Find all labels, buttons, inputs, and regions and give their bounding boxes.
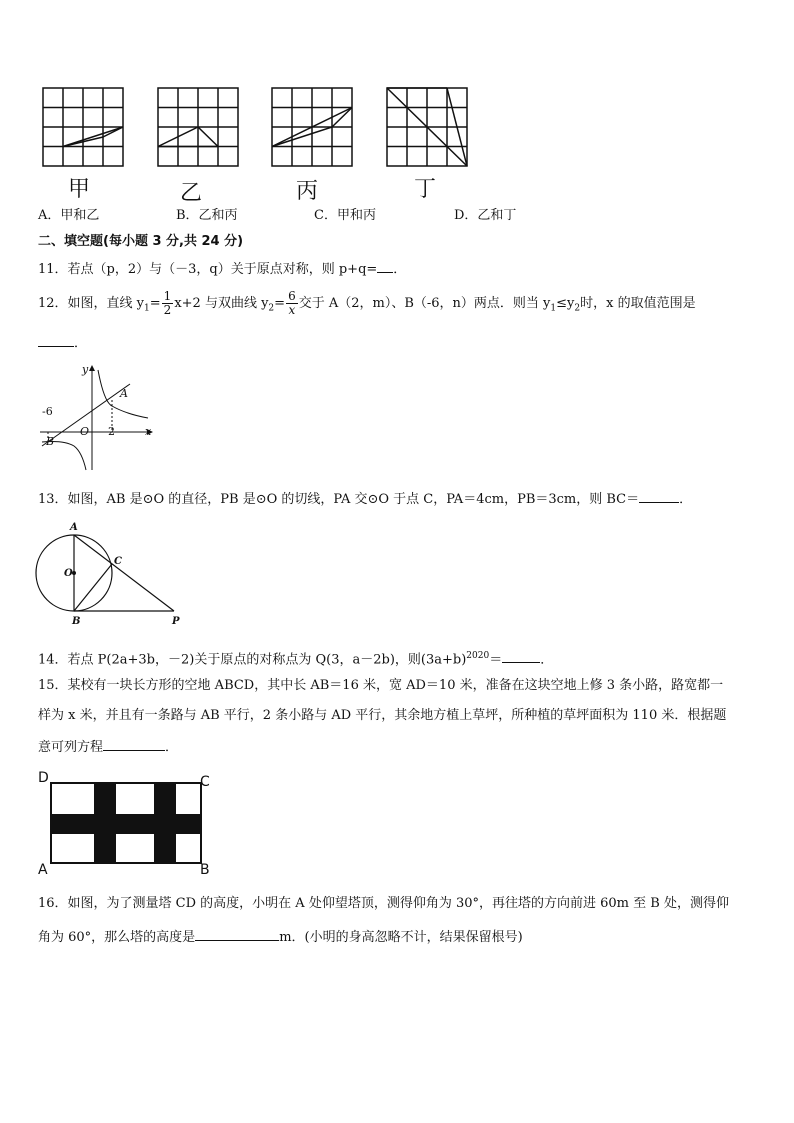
graph-svg xyxy=(38,362,158,474)
grid-yi xyxy=(158,88,238,166)
circle-tangent-figure xyxy=(34,522,194,628)
option-c: C．甲和丙 xyxy=(314,208,376,223)
circle-label-o: O xyxy=(64,568,73,579)
rectangle-path-figure xyxy=(50,782,202,864)
answer-blank-12-line: ． xyxy=(38,334,87,352)
answer-blank-11 xyxy=(377,260,393,273)
question-14: 14．若点 P(2a+3b，－2)关于原点的对称点为 Q(3，a－2b)，则$(3a+b)^{2020}=$ ． xyxy=(38,651,554,668)
section-title: 二、填空题(每小题 3 分,共 24 分) xyxy=(38,234,244,249)
question-13: 13．如图，AB 是⊙O 的直径，PB 是⊙O 的切线，PA 交⊙O 于点 C，PA＝4cm，PB＝3cm，则 BC＝ ． xyxy=(38,492,693,507)
answer-blank-14 xyxy=(502,650,540,663)
option-a: A．甲和乙 xyxy=(38,208,100,223)
question-16-line2: 角为 60°，那么塔的高度是 m．(小明的身高忽略不计，结果保留根号) xyxy=(38,930,523,945)
circle-label-p: P xyxy=(172,616,180,627)
question-12: 12．如图，直线 $y_1=$ $\frac{1}{2}$ x+2 与双曲线 $y_2=$ $\frac{6}{x}$ 交于 A（2，m）、B（-6，n）两点．则当 $y_1\le y_2$时，x 的取值范围是 xyxy=(38,289,696,317)
grid-jia xyxy=(43,88,123,166)
fraction-half: $\frac{1}{2}$ xyxy=(163,289,172,317)
question-15-line2: 样为 x 米，并且有一条路与 AB 平行，2 条小路与 AD 平行，其余地方植上草坪，所种植的草坪面积为 110 米．根据题 xyxy=(38,708,727,723)
option-b: B．乙和丙 xyxy=(176,208,238,223)
rect-label-d: D xyxy=(38,770,49,786)
question-11: 11．若点（p，2）与（－3，q）关于原点对称，则 p+q= ． xyxy=(38,262,407,277)
hyperbola-graph xyxy=(38,362,158,474)
rect-label-a: A xyxy=(38,862,48,878)
grid-label-yi: 乙 xyxy=(180,181,203,206)
question-11-text: 11．若点（p，2）与（－3，q）关于原点对称，则 p+q= xyxy=(38,262,378,277)
rect-label-b: B xyxy=(200,862,210,878)
rect-svg xyxy=(50,782,202,864)
circle-label-b: B xyxy=(72,616,81,627)
answer-blank-15 xyxy=(103,738,165,751)
grid-label-bing: 丙 xyxy=(296,179,319,204)
graph-origin-label: O xyxy=(80,425,90,438)
grid-bing xyxy=(272,88,352,166)
option-d: D．乙和丁 xyxy=(454,208,517,223)
graph-two-label: 2 xyxy=(108,425,115,438)
graph-y-label: y xyxy=(82,363,89,376)
fraction-six-over-x: $\frac{6}{x}$ xyxy=(288,289,296,317)
graph-x-label: x xyxy=(145,425,152,438)
circle-svg xyxy=(34,522,194,628)
graph-point-b: B xyxy=(46,435,55,448)
answer-blank-12 xyxy=(38,334,74,347)
circle-label-a: A xyxy=(70,522,78,533)
graph-point-a: A xyxy=(120,387,128,400)
graph-neg6-label: -6 xyxy=(42,405,53,418)
rect-label-c: C xyxy=(200,774,210,790)
question-15-line3: 意可列方程 ． xyxy=(38,740,179,755)
grid-ding xyxy=(387,88,467,166)
question-16-line1: 16．如图，为了测量塔 CD 的高度，小明在 A 处仰望塔顶，测得仰角为 30°，再往塔的方向前进 60m 至 B 处，测得仰 xyxy=(38,896,729,911)
answer-blank-13 xyxy=(639,490,679,503)
circle-label-c: C xyxy=(114,556,122,567)
grid-label-ding: 丁 xyxy=(414,177,437,202)
question-15-line1: 15．某校有一块长方形的空地 ABCD，其中长 AB＝16 米，宽 AD＝10 米，准备在这块空地上修 3 条小路，路宽都一 xyxy=(38,678,724,693)
answer-blank-16 xyxy=(195,928,279,941)
grid-label-jia: 甲 xyxy=(68,177,91,202)
